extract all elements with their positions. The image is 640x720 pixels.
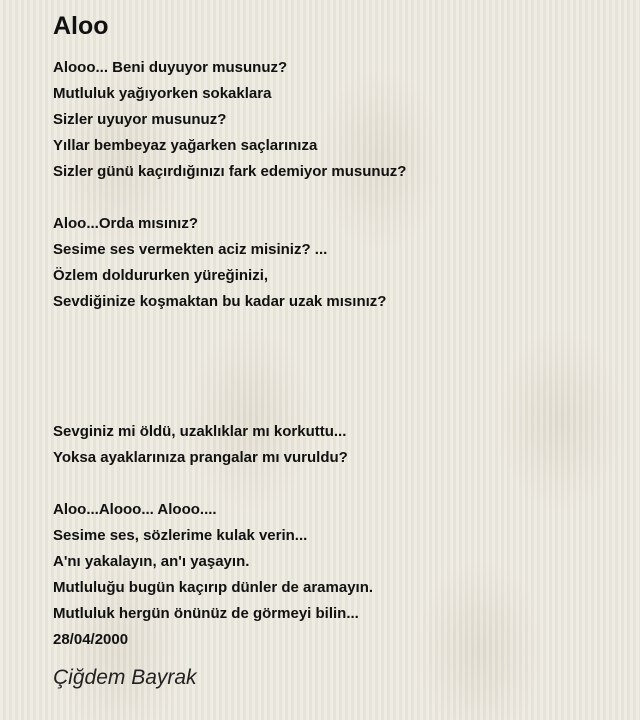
stanza-2: [53, 211, 623, 315]
poem-line: Sesime ses, sözlerime kulak verin...: [53, 527, 308, 544]
poem-line: Mutluluğu bugün kaçırıp dünler de aramayın.: [53, 579, 374, 596]
poem-line: Özlem doldururken yüreğinizi,: [53, 267, 269, 284]
poem-line: A'nı yakalayın, an'ı yaşayın.: [53, 553, 250, 570]
poem-line: Yıllar bembeyaz yağarken saçlarınıza: [53, 137, 318, 154]
poem-container: [53, 10, 623, 693]
poem-line: Alooo... Beni duyuyor musunuz?: [53, 59, 288, 76]
stanza-spacer: [53, 185, 623, 211]
poem-title: Aloo: [53, 12, 109, 40]
poem-line: Sevginiz mi öldü, uzaklıklar mı korkuttu...: [53, 423, 347, 440]
poem-line: Mutluluk yağıyorken sokaklara: [53, 85, 272, 102]
stanza-spacer: [53, 471, 623, 497]
stanza-spacer-large: [53, 315, 623, 419]
poem-line: Sizler günü kaçırdığınızı fark edemiyor musunuz?: [53, 163, 407, 180]
stanza-1: [53, 55, 623, 185]
poem-line: Aloo...Alooo... Alooo....: [53, 501, 217, 518]
poem-line: Aloo...Orda mısınız?: [53, 215, 199, 232]
stanza-4: [53, 497, 623, 653]
poem-body: [53, 55, 623, 653]
poem-line: Sizler uyuyor musunuz?: [53, 111, 227, 128]
poem-line: Sevdiğinize koşmaktan bu kadar uzak mısınız?: [53, 293, 387, 310]
poem-line: Mutluluk hergün önünüz de görmeyi bilin...: [53, 605, 359, 622]
poem-date: 28/04/2000: [53, 631, 129, 648]
stanza-3: [53, 419, 623, 471]
poem-line: Sesime ses vermekten aciz misiniz? ...: [53, 241, 328, 258]
poem-line: Yoksa ayaklarınıza prangalar mı vuruldu?: [53, 449, 348, 466]
poem-author: Çiğdem Bayrak: [53, 666, 197, 689]
